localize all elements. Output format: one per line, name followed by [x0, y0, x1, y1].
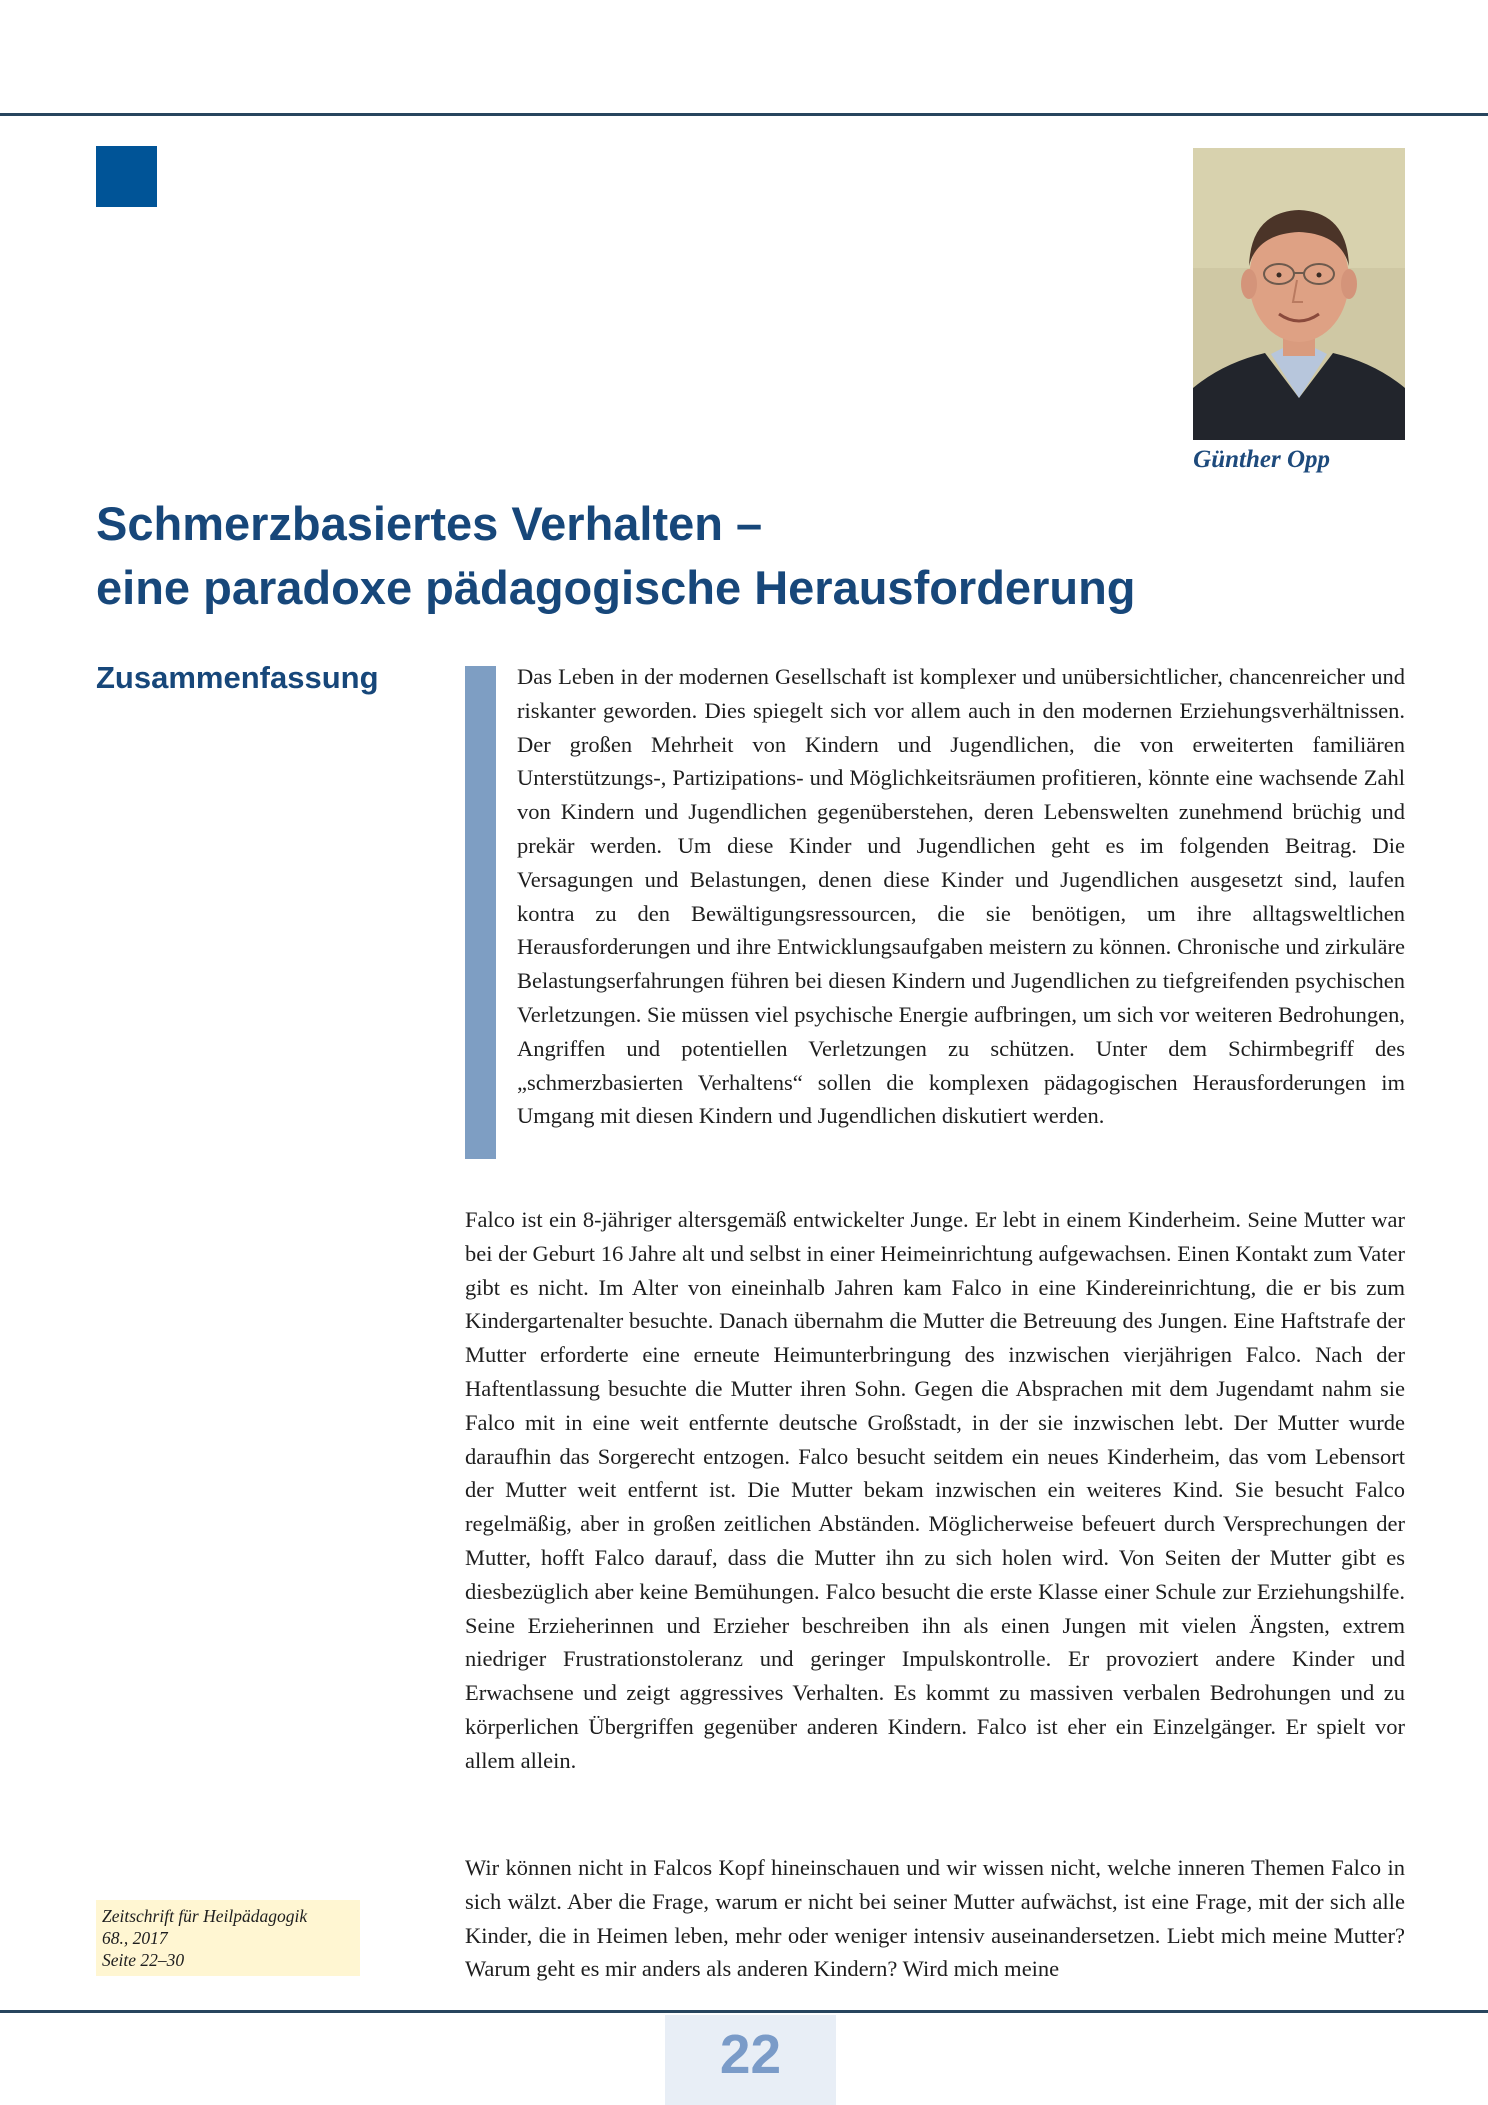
- title-line-2: eine paradoxe pädagogische Herausforderung: [96, 561, 1136, 614]
- citation-box: [96, 1900, 360, 1976]
- article-title: [96, 492, 1346, 620]
- page-number: 22: [719, 2023, 782, 2085]
- abstract-bar: [465, 666, 496, 1159]
- abstract-text: Das Leben in der modernen Gesellschaft ist komplexer und unübersichtlicher, chancenreicher und riskanter geworden. Dies spiegelt sich vor allem auch in den modernen Erziehungsverhältnissen. Der großen Mehrheit von Kindern und Jugendlichen, die von erweiterten familiären Unterstützungs-, Partizipations- und Möglichkeitsräumen profitieren, könnte eine wachsende Zahl von Kindern und Jugendlichen gegenüberstehen, deren Lebenswelten zunehmend brüchig und prekär werden. Um diese Kinder und Jugendlichen geht es im folgenden Beitrag. Die Versagungen und Belastungen, denen diese Kinder und Jugendlichen ausgesetzt sind, laufen kontra zu den Bewältigungsressourcen, die sie benötigen, um ihre alltagsweltlichen Herausforderungen und ihre Entwicklungsaufgaben meistern zu können. Chronische und zirkuläre Belastungserfahrungen führen bei diesen Kindern und Jugendlichen zu tiefgreifenden psychischen Verletzungen. Sie müssen viel psychische Energie aufbringen, um sich vor weiteren Bedrohungen, Angriffen und potentiellen Verletzungen zu schützen. Unter dem Schirmbegriff des „schmerzbasierten Verhaltens“ sollen die komplexen pädagogischen Herausforderungen im Umgang mit diesen Kindern und Jugendlichen diskutiert werden.: [517, 664, 1405, 1129]
- citation-journal: Zeitschrift für Heilpädagogik: [102, 1906, 308, 1926]
- section-marker: [96, 146, 157, 207]
- page-number-box: [665, 2015, 836, 2105]
- citation-pages: Seite 22–30: [102, 1950, 185, 1970]
- author-photo: [1193, 148, 1405, 440]
- citation-volume: 68., 2017: [102, 1928, 168, 1948]
- top-rule: [0, 113, 1488, 116]
- title-line-1: Schmerzbasiertes Verhalten –: [96, 497, 763, 550]
- body-paragraph-1: Falco ist ein 8-jähriger altersgemäß entwickelter Junge. Er lebt in einem Kinderheim. Seine Mutter war bei der Geburt 16 Jahre alt und selbst in einer Heimeinrichtung aufgewachsen. Einen Kontakt zum Vater gibt es nicht. Im Alter von eineinhalb Jahren kam Falco in eine Kindereinrichtung, die er bis zum Kindergartenalter besuchte. Danach übernahm die Mutter die Betreuung des Jungen. Eine Haftstrafe der Mutter erforderte eine erneute Heimunterbringung des inzwischen vierjährigen Falco. Nach der Haftentlassung besuchte die Mutter ihren Sohn. Gegen die Absprachen mit dem Jugendamt nahm sie Falco mit in eine weit entfernte deutsche Großstadt, in der sie inzwischen lebt. Der Mutter wurde daraufhin das Sorgerecht entzogen. Falco besucht seitdem ein neues Kinderheim, das vom Lebensort der Mutter weit entfernt ist. Die Mutter bekam inzwischen ein weiteres Kind. Sie besucht Falco regelmäßig, aber in großen zeitlichen Abständen. Möglicherweise befeuert durch Versprechungen der Mutter, hofft Falco darauf, dass die Mutter ihn zu sich holen wird. Von Seiten der Mutter gibt es diesbezüglich aber keine Bemühungen. Falco besucht die erste Klasse einer Schule zur Erziehungshilfe. Seine Erzieherinnen und Erzieher beschreiben ihn als einen Jungen mit vielen Ängsten, extrem niedriger Frustrationstoleranz und geringer Impulskontrolle. Er provoziert andere Kinder und Erwachsene und zeigt aggressives Verhalten. Es kommt zu massiven verbalen Bedrohungen und zu körperlichen Übergriffen gegenüber anderen Kindern. Falco ist eher ein Einzelgänger. Er spielt vor allem allein.: [465, 1207, 1405, 1773]
- summary-heading: Zusammenfassung: [96, 660, 379, 695]
- author-name: Günther Opp: [1193, 446, 1330, 473]
- body-paragraph-2: Wir können nicht in Falcos Kopf hineinschauen und wir wissen nicht, welche inneren Themen Falco in sich wälzt. Aber die Frage, warum er nicht bei seiner Mutter aufwächst, ist eine Frage, mit der sich alle Kinder, die in Heimen leben, mehr oder weniger intensiv auseinandersetzen. Liebt mich meine Mutter? Warum geht es mir anders als anderen Kindern? Wird mich meine: [465, 1855, 1405, 1982]
- bottom-rule: [0, 2010, 1488, 2013]
